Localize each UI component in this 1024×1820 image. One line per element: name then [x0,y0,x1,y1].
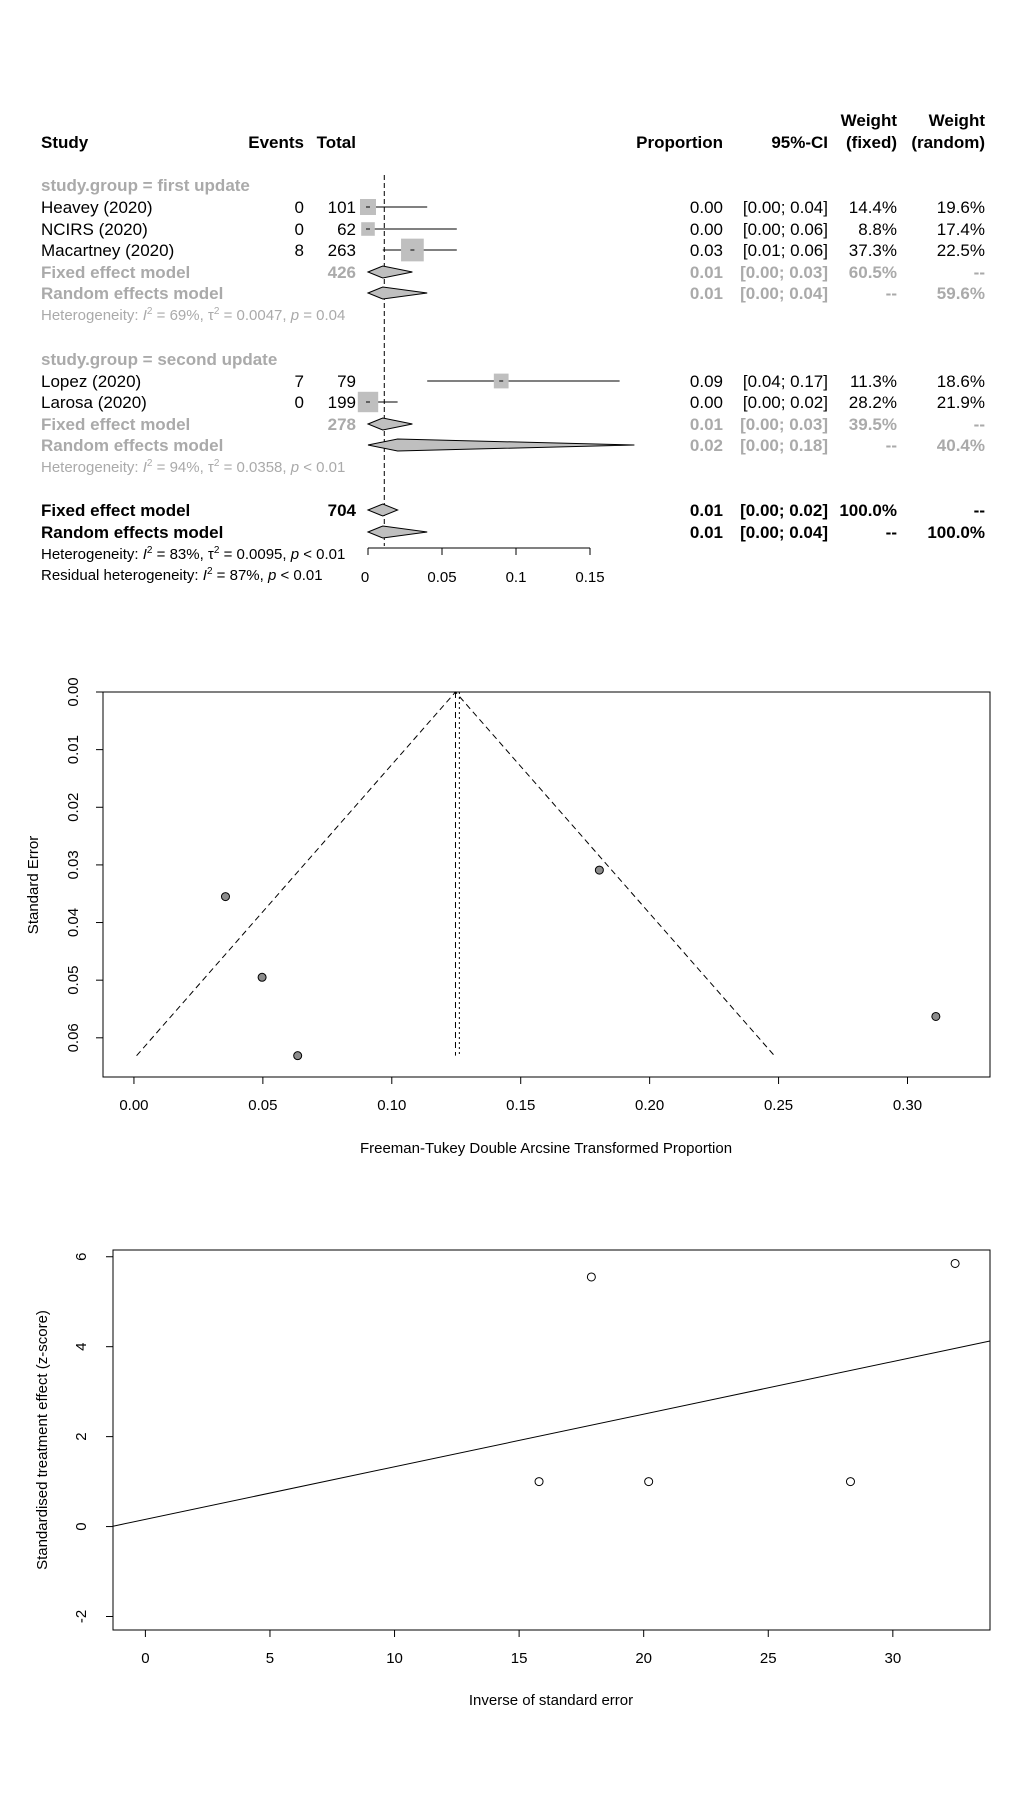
model-weight-fixed: 39.5% [848,415,897,434]
study-total: 263 [327,241,356,260]
model-label: Fixed effect model [41,263,191,282]
forest-x-tick-label: 0.15 [575,569,605,586]
header-ci: 95%-CI [771,133,828,152]
radial-x-tick-label: 30 [884,1650,902,1667]
overall-fixed-diamond [368,504,398,516]
model-label: Random effects model [41,284,224,303]
study-proportion: 0.00 [689,198,723,217]
funnel-y-tick-label: 0.06 [65,1023,82,1053]
funnel-plot [25,677,990,1157]
model-weight-fixed: 60.5% [848,263,897,282]
study-ci: [0.00; 0.02] [742,393,828,412]
forest-x-tick-label: 0.1 [505,569,527,586]
model-weight-random: -- [973,501,985,520]
funnel-point [932,1012,940,1020]
model-total: 426 [327,263,356,282]
header-study: Study [41,133,89,152]
study-total: 79 [337,372,356,391]
study-weight-random: 21.9% [936,393,985,412]
study-ci: [0.00; 0.06] [742,220,828,239]
study-events: 7 [294,372,304,391]
radial-x-tick-label: 20 [635,1650,653,1667]
model-label: Random effects model [41,436,224,455]
study-weight-fixed: 28.2% [848,393,897,412]
funnel-x-tick-label: 0.25 [763,1097,794,1114]
study-events: 0 [294,198,304,217]
study-proportion: 0.00 [689,220,723,239]
radial-ylabel: Standardised treatment effect (z-score) [34,1310,51,1570]
funnel-plot-frame [103,692,990,1077]
study-weight-random: 22.5% [936,241,985,260]
model-proportion: 0.01 [689,501,723,520]
header-proportion: Proportion [636,133,723,152]
study-row [41,241,985,260]
model-proportion: 0.02 [689,436,723,455]
model-ci: [0.00; 0.03] [740,415,828,434]
funnel-x-tick-label: 0.20 [635,1097,665,1114]
model-weight-random: 100.0% [927,523,985,542]
subgroup-random-row [41,284,985,303]
funnel-x-tick-label: 0.00 [119,1097,149,1114]
overall-random-row [41,523,985,542]
funnel-x-tick-label: 0.15 [506,1097,536,1114]
funnel-x-tick-label: 0.05 [248,1097,278,1114]
radial-point [846,1478,854,1486]
radial-y-tick-label: -2 [73,1609,90,1624]
funnel-x-tick-label: 0.10 [377,1097,407,1114]
header-weight-fixed-2: (fixed) [846,133,897,152]
subgroup-heterogeneity: Heterogeneity: $I^2 = 69\%$, $\tau^2 = 0.0047$, p = 0.04 [41,306,346,324]
model-proportion: 0.01 [689,284,723,303]
study-weight-fixed: 11.3% [850,372,897,391]
model-weight-fixed: -- [885,523,897,542]
study-ci: [0.01; 0.06] [742,241,828,260]
model-ci: [0.00; 0.18] [740,436,828,455]
study-name: Heavey (2020) [41,198,153,217]
subgroup-fixed-diamond [368,266,412,278]
header-events: Events [248,133,304,152]
funnel-marks [65,677,940,1114]
forest-x-tick-label: 0.05 [427,569,457,586]
study-weight-fixed: 8.8% [858,220,897,239]
subgroup-fixed-row [41,415,985,434]
radial-point [587,1273,595,1281]
header-weight-random-2: (random) [911,133,985,152]
forest-plot [41,111,985,586]
residual-heterogeneity: Residual heterogeneity: $I^2 = 87\%$, p < 0.01 [41,566,323,584]
model-proportion: 0.01 [689,263,723,282]
subgroup-fixed-diamond [368,418,412,430]
study-row [41,198,985,217]
funnel-xlabel: Freeman-Tukey Double Arcsine Transformed Proportion [359,1140,733,1157]
funnel-x-tick-label: 0.30 [892,1097,923,1114]
model-weight-fixed: -- [885,436,897,455]
overall-heterogeneity: Heterogeneity: $I^2 = 83\%$, $\tau^2 = 0.0095$, p < 0.01 [41,545,346,563]
funnel-y-tick-label: 0.03 [65,850,82,880]
study-total: 199 [327,393,356,412]
study-ci: [0.04; 0.17] [742,372,828,391]
study-ci: [0.00; 0.04] [742,198,828,217]
model-weight-random: 59.6% [936,284,985,303]
group-label: study.group = second update [41,350,278,369]
model-label: Fixed effect model [41,415,191,434]
study-name: Macartney (2020) [41,241,175,260]
header-total: Total [316,133,356,152]
radial-x-tick-label: 25 [759,1650,777,1667]
funnel-y-tick-label: 0.04 [65,907,82,938]
radial-point [951,1259,959,1267]
model-ci: [0.00; 0.04] [740,523,828,542]
study-events: 0 [294,393,304,412]
subgroup-heterogeneity: Heterogeneity: $I^2 = 94\%$, $\tau^2 = 0.0358$, p < 0.01 [41,458,346,476]
radial-x-tick-label: 10 [386,1650,403,1667]
radial-x-tick-label: 15 [510,1650,528,1667]
forest-x-tick-label: 0 [360,569,370,586]
model-total: 704 [327,501,356,520]
radial-regression-line [113,1341,990,1526]
funnel-point [221,893,229,901]
study-name: Lopez (2020) [41,372,142,391]
study-proportion: 0.09 [689,372,723,391]
funnel-point [595,866,603,874]
study-name: Larosa (2020) [41,393,147,412]
subgroup-random-diamond [368,287,427,299]
group-label: study.group = first update [41,176,250,195]
study-weight-fixed: 37.3% [848,241,897,260]
model-label: Random effects model [41,523,224,542]
radial-plot-frame [113,1250,990,1630]
model-proportion: 0.01 [689,415,723,434]
study-weight-random: 17.4% [936,220,985,239]
forest-marks [358,175,635,586]
study-name: NCIRS (2020) [41,220,148,239]
study-events: 8 [294,241,304,260]
study-total: 62 [337,220,356,239]
model-weight-fixed: 100.0% [839,501,897,520]
model-total: 278 [327,415,356,434]
model-weight-random: -- [973,415,985,434]
study-weight-random: 19.6% [936,198,985,217]
study-total: 101 [327,198,356,217]
model-weight-random: 40.4% [936,436,985,455]
study-weight-random: 18.6% [936,372,985,391]
radial-point [535,1478,543,1486]
funnel-y-tick-label: 0.02 [65,792,82,822]
header-weight-random-1: Weight [928,111,985,130]
radial-x-tick-label: 5 [265,1650,275,1667]
funnel-point [294,1052,302,1060]
radial-xlabel: Inverse of standard error [468,1692,634,1709]
funnel-y-tick-label: 0.05 [65,965,82,995]
study-proportion: 0.03 [689,241,723,260]
model-weight-fixed: -- [885,284,897,303]
radial-x-tick-label: 0 [141,1650,150,1667]
funnel-y-tick-label: 0.00 [65,677,82,707]
radial-point [645,1478,653,1486]
model-ci: [0.00; 0.02] [740,501,828,520]
radial-plot [34,1250,990,1709]
funnel-ylabel: Standard Error [25,835,42,935]
overall-random-diamond [368,526,427,538]
study-row [41,393,985,412]
model-ci: [0.00; 0.04] [740,284,828,303]
model-label: Fixed effect model [41,501,191,520]
radial-y-tick-label: 2 [73,1432,90,1441]
study-row [41,220,985,239]
radial-y-tick-label: 6 [73,1252,90,1261]
model-proportion: 0.01 [689,523,723,542]
radial-y-tick-label: 0 [73,1522,90,1531]
funnel-y-tick-label: 0.01 [65,735,82,765]
subgroup-fixed-row [41,263,985,282]
study-events: 0 [294,220,304,239]
header-weight-fixed-1: Weight [840,111,897,130]
funnel-point [258,973,266,981]
study-proportion: 0.00 [689,393,723,412]
study-weight-fixed: 14.4% [848,198,897,217]
radial-y-tick-label: 4 [73,1342,90,1351]
radial-marks [73,1253,990,1667]
overall-fixed-row [41,501,985,520]
subgroup-random-diamond [368,439,634,451]
model-weight-random: -- [973,263,985,282]
model-ci: [0.00; 0.03] [740,263,828,282]
